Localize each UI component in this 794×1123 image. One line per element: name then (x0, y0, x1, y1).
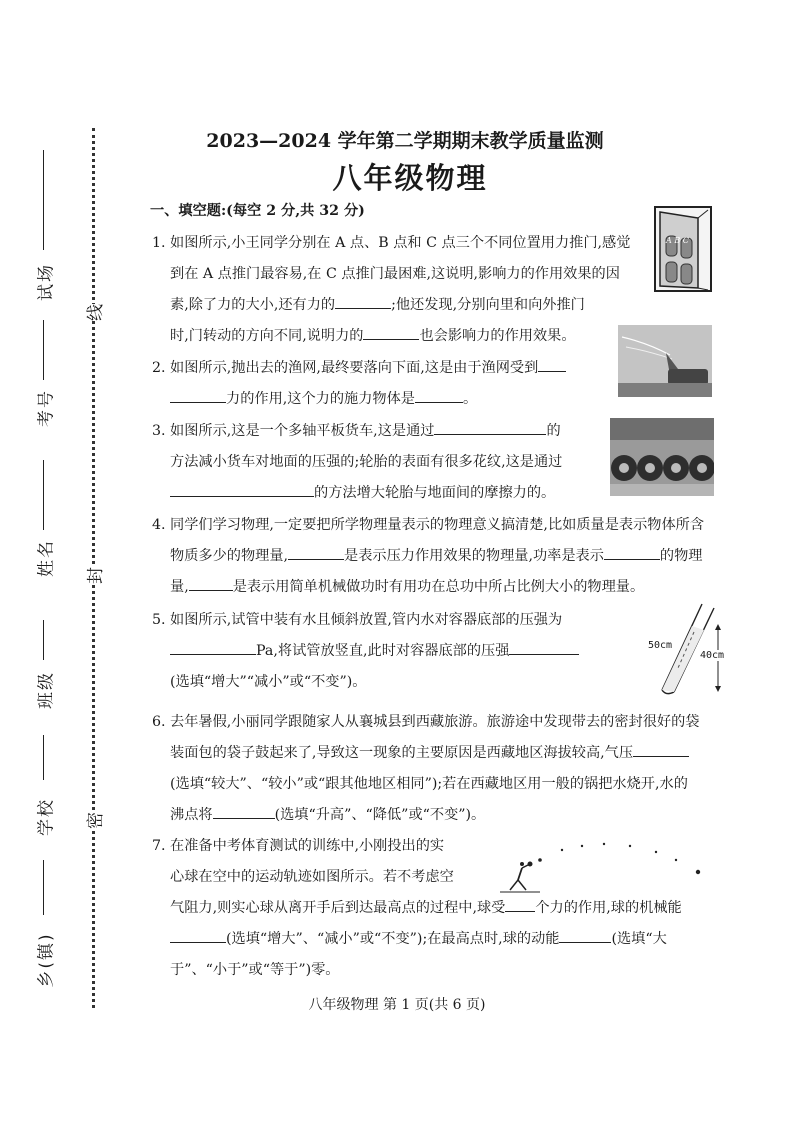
exam-title: 2023—2024 学年第二学期期末教学质量监测 (206, 130, 604, 152)
q4-blank-1[interactable] (288, 545, 344, 560)
q5-blank-1[interactable] (170, 640, 256, 655)
q4-blank-2[interactable] (604, 545, 660, 560)
q1-line3 (170, 294, 585, 314)
door-point-labels: A B C (666, 236, 689, 245)
name-field (24, 460, 64, 610)
town-field (24, 860, 64, 1000)
q6-line3: (选填“较大”、“较小”或“跟其他地区相同”);若在西藏地区用一般的锅把水烧开,水的 (170, 776, 688, 792)
q2-line1-text: 2. 如图所示,抛出去的渔网,最终要落向下面,这是由于渔网受到 (152, 360, 539, 376)
door-figure-svg (654, 206, 712, 292)
q7-line5: 于”、“小于”或“等于”)零。 (170, 962, 340, 978)
truck-photo (610, 418, 714, 496)
q2-blank-1[interactable] (538, 357, 566, 372)
q2-line1 (152, 357, 566, 377)
q7-blank-3[interactable] (559, 928, 611, 943)
q4-line2 (170, 545, 702, 565)
q1-line3-a: 素,除了力的大小,还有力的 (170, 297, 336, 313)
q1-line4 (170, 325, 576, 345)
shot-put-figure (500, 842, 712, 896)
school-field (24, 735, 64, 850)
q3-line3-text: 的方法增大轮胎与地面间的摩擦力的。 (314, 485, 556, 501)
q6-line4 (170, 804, 485, 824)
door-figure (654, 206, 712, 292)
q5-line3: (选填“增大”“减小”或“不变”)。 (170, 674, 367, 690)
q4-blank-3[interactable] (189, 576, 233, 591)
q6-line4-b: (选填“升高”、“降低”或“不变”)。 (274, 807, 486, 823)
q1-blank-2[interactable] (363, 325, 419, 340)
q5-line2 (170, 640, 579, 660)
q4-line3-a: 量, (170, 579, 189, 595)
school-label: 学校 (36, 798, 57, 836)
q2-blank-2[interactable] (170, 388, 226, 403)
q7-line3-b: 个力的作用,球的机械能 (535, 900, 682, 916)
q5-blank-2[interactable] (509, 640, 579, 655)
exam-room-field (24, 150, 64, 310)
q7-line1: 7. 在准备中考体育测试的训练中,小刚投出的实 (152, 838, 445, 854)
height-label: 40cm (700, 650, 725, 661)
q7-line4 (170, 928, 667, 948)
q4-line2-a: 物质多少的物理量, (170, 548, 289, 564)
q3-line1-b: 的 (546, 423, 561, 439)
q7-line3 (170, 897, 682, 917)
q4-line3-b: 是表示用简单机械做功时有用功在总功中所占比例大小的物理量。 (232, 579, 645, 595)
exam-number-field (24, 320, 64, 460)
q7-line4-a: (选填“增大”、“减小”或“不变”);在最高点时,球的动能 (226, 931, 560, 947)
q1-blank-1[interactable] (335, 294, 391, 309)
q3-blank-1[interactable] (434, 420, 546, 435)
q3-line1 (152, 420, 561, 440)
q4-line3 (170, 576, 644, 596)
q6-line2 (170, 742, 689, 762)
town-label: 乡(镇) (36, 932, 57, 988)
q2-blank-3[interactable] (415, 388, 463, 403)
slant-length-label: 50cm (648, 640, 673, 651)
q6-blank-1[interactable] (633, 742, 689, 757)
q2-line2-a: 力的作用,这个力的施力物体是 (226, 391, 415, 407)
page-footer: 八年级物理 第 1 页(共 6 页) (308, 997, 486, 1013)
q6-line1: 6. 去年暑假,小丽同学跟随家人从襄城县到西藏旅游。旅游途中发现带去的密封很好的袋 (152, 714, 700, 730)
q6-line4-a: 沸点将 (170, 807, 213, 823)
fishing-net-photo (618, 325, 712, 397)
class-label: 班级 (36, 671, 57, 709)
shot-put-svg (500, 842, 712, 896)
q3-blank-2[interactable] (170, 482, 314, 497)
name-label: 姓名 (36, 539, 57, 577)
exam-subject: 八年级物理 (332, 161, 488, 195)
seal-char-seal: 封 (81, 567, 106, 584)
q7-blank-2[interactable] (170, 928, 226, 943)
truck-photo-svg (610, 418, 714, 496)
seal-char-line: 线 (81, 304, 106, 321)
fishing-net-svg (618, 325, 712, 397)
q4-line2-b: 是表示压力作用效果的物理量,功率是表示 (344, 548, 604, 564)
q5-line1: 5. 如图所示,试管中装有水且倾斜放置,管内水对容器底部的压强为 (152, 612, 563, 628)
q5-line2-a: Pa,将试管放竖直,此时对容器底部的压强 (256, 643, 510, 659)
q4-line2-c: 的物理 (659, 548, 703, 564)
class-field (24, 620, 64, 730)
seal-char-secret: 密 (81, 812, 106, 829)
test-tube-figure (640, 598, 736, 696)
q2-line2-b: 。 (462, 391, 478, 407)
exam-room-label: 试场 (36, 263, 57, 301)
q3-line1-a: 3. 如图所示,这是一个多轴平板货车,这是通过 (152, 423, 435, 439)
q6-line2-a: 装面包的袋子鼓起来了,导致这一现象的主要原因是西藏地区海拔较高,气压 (170, 745, 634, 761)
section-heading-text: 一、填空题:(每空 2 分,共 32 分) (150, 203, 365, 219)
q7-line4-b: (选填“大 (611, 931, 667, 947)
q1-line1: 1. 如图所示,小王同学分别在 A 点、B 点和 C 点三个不同位置用力推门,感觉 (152, 235, 631, 251)
q7-blank-1[interactable] (505, 897, 535, 912)
section-heading (150, 200, 365, 220)
q1-line2: 到在 A 点推门最容易,在 C 点推门最困难,这说明,影响力的作用效果的因 (170, 266, 620, 282)
q3-line2: 方法减小货车对地面的压强的;轮胎的表面有很多花纹,这是通过 (170, 454, 563, 470)
q2-line2 (170, 388, 477, 408)
exam-number-label: 考号 (36, 389, 57, 427)
q6-blank-2[interactable] (213, 804, 275, 819)
q4-line1: 4. 同学们学习物理,一定要把所学物理量表示的物理意义搞清楚,比如质量是表示物体所含 (152, 517, 705, 533)
q3-line3 (170, 482, 555, 502)
q1-line4-a: 时,门转动的方向不同,说明力的 (170, 328, 364, 344)
q7-line2: 心球在空中的运动轨迹如图所示。若不考虑空 (170, 869, 454, 885)
q1-line4-b: 也会影响力的作用效果。 (419, 328, 576, 344)
q1-line3-b: ;他还发现,分别向里和向外推门 (391, 297, 585, 313)
q7-line3-a: 气阻力,则实心球从离开手后到达最高点的过程中,球受 (170, 900, 506, 916)
